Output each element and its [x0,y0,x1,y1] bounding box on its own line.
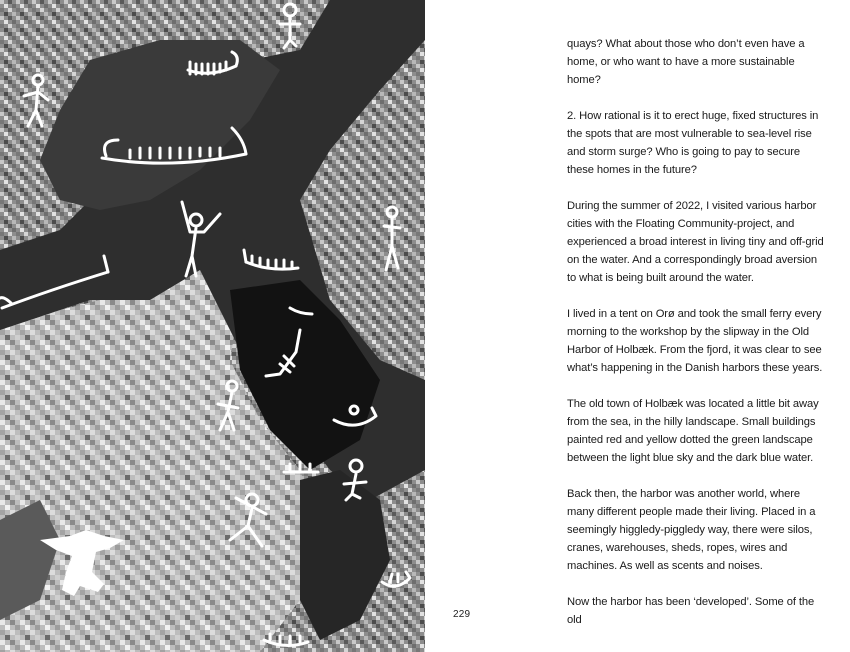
paragraph: Back then, the harbor was another world, where many different people made their living. Placed in a seemingly higgledy-piggledy way, there were silos, cranes, warehouses, sheds, ropes, wires and machines. As well as scents and noises. [567,488,816,572]
paragraph: 2. How rational is it to erect huge, fixed structures in the spots that are most vulnerable to sea-level rise and storm surge? Who is going to pay to secure these homes in the future? [567,110,819,176]
paragraph: Now the harbor has been ‘developed’. Some of the old [567,596,815,626]
page-number: 229 [453,609,471,620]
paragraph: quays? What about those who don’t even have a home, or who want to have a more sustainable home? [567,38,805,86]
paragraph: During the summer of 2022, I visited various harbor cities with the Floating Community-project, and experienced a broad interest in living tiny and off-grid on the water. And a correspondingly broad aversion to what is being built around the water. [567,200,824,284]
paragraph: I lived in a tent on Orø and took the small ferry every morning to the workshop by the slipway in the Old Harbor of Holbæk. From the fjord, it was clear to see what’s happening in the Danish harbors these years. [567,308,823,374]
paragraph: The old town of Holbæk was located a little bit away from the sea, in the hilly landscape. Small buildings painted red and yellow dotted the green landscape between the light blue sky and the dark blue water. [567,398,819,464]
body-text [567,35,829,647]
